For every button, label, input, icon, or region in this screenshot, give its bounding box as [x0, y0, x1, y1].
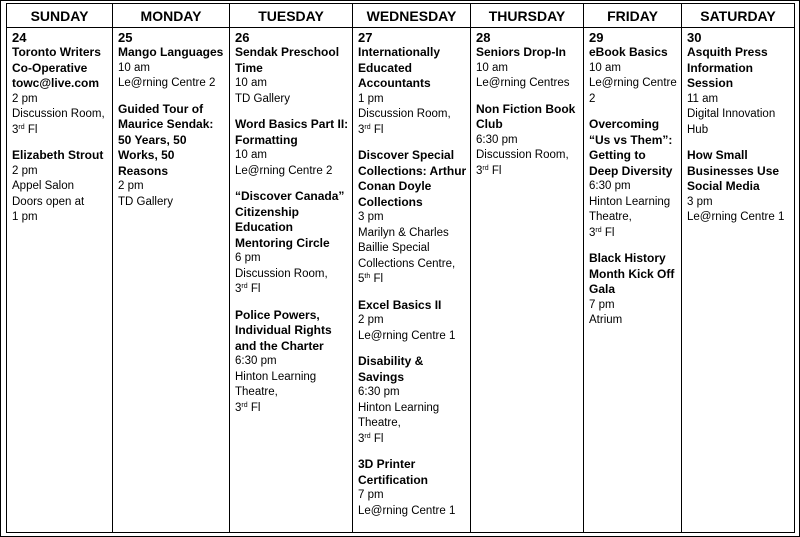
calendar-event[interactable]	[12, 148, 109, 226]
calendar-event[interactable]	[235, 45, 349, 107]
event-detail: Theatre,	[235, 386, 278, 398]
day-cell-friday	[584, 28, 682, 533]
calendar-event[interactable]	[235, 189, 349, 298]
calendar-event[interactable]	[12, 45, 109, 138]
calendar-event[interactable]	[358, 148, 467, 288]
date-number: 27	[358, 30, 373, 45]
event-detail: Hinton Learning	[589, 195, 671, 208]
date-number: 28	[476, 30, 491, 45]
event-detail: Le@rning Centre 1	[358, 329, 456, 342]
event-detail: 3 pm	[358, 211, 384, 223]
event-detail: 3rd Fl	[235, 283, 261, 295]
event-detail: 6:30 pm	[235, 355, 277, 367]
event-title: Toronto Writers Co-Operative	[12, 45, 101, 75]
event-detail: Le@rning Centre 2	[118, 77, 216, 89]
event-title: eBook Basics	[589, 45, 668, 59]
event-detail: Doors open at	[12, 195, 85, 208]
weekday-header-row	[7, 4, 795, 28]
calendar-event[interactable]	[358, 298, 467, 345]
event-detail: 10 am	[235, 77, 267, 89]
date-number: 30	[687, 30, 702, 45]
event-detail: 3rd Fl	[358, 123, 384, 136]
event-detail: 2	[589, 92, 596, 105]
calendar-event[interactable]	[358, 354, 467, 447]
event-detail: Collections Centre,	[358, 257, 456, 270]
event-title: “Discover Canada” Citizenship Education Mentoring Circle	[235, 189, 345, 250]
calendar-event[interactable]	[235, 117, 349, 179]
event-title: towc@live.com	[12, 76, 100, 90]
event-title: Non Fiction Book Club	[476, 101, 576, 131]
event-detail: 10 am	[589, 61, 621, 74]
calendar-event[interactable]	[358, 45, 467, 138]
event-title: Elizabeth Strout	[12, 148, 104, 162]
event-detail: 3rd Fl	[358, 432, 384, 445]
event-detail: Marilyn & Charles	[358, 226, 449, 239]
event-title: Sendak Preschool Time	[235, 45, 340, 75]
calendar-event[interactable]	[589, 251, 678, 329]
event-title: Disability & Savings	[358, 354, 424, 384]
event-detail: TD Gallery	[235, 92, 290, 105]
event-title: Mango Languages	[118, 45, 224, 59]
event-detail: Le@rning Centre 1	[358, 504, 456, 517]
event-detail: Atrium	[589, 314, 623, 326]
event-detail: Discussion Room,	[235, 267, 328, 280]
event-detail: 7 pm	[589, 298, 615, 311]
event-title: Discover Special Collections: Arthur Conan Doyle Collections	[358, 148, 467, 209]
event-detail: Le@rning Centre 1	[687, 211, 785, 223]
event-detail: Theatre,	[589, 211, 632, 223]
week-row	[7, 28, 795, 533]
event-detail: Le@rning Centre	[589, 77, 677, 89]
date-number: 25	[118, 30, 133, 45]
event-detail: 6 pm	[235, 252, 261, 264]
event-detail: 2 pm	[12, 92, 38, 105]
event-detail: 3rd Fl	[589, 226, 615, 239]
day-cell-saturday	[682, 28, 795, 533]
event-title: Seniors Drop-In	[476, 45, 567, 59]
event-title: Police Powers, Individual Rights and the Charter	[235, 307, 332, 353]
calendar-event[interactable]	[358, 457, 467, 519]
day-cell-wednesday	[353, 28, 471, 533]
event-detail: 3rd Fl	[476, 164, 502, 177]
event-title: Asquith Press Information Session	[687, 45, 768, 90]
calendar-week-table	[6, 3, 795, 533]
event-detail: Hinton Learning	[235, 370, 317, 383]
calendar-event[interactable]	[687, 45, 791, 138]
calendar-event[interactable]	[589, 45, 678, 107]
day-cell-thursday	[471, 28, 584, 533]
event-detail: 5th Fl	[358, 273, 384, 285]
header-tuesday: TUESDAY	[230, 4, 353, 28]
event-detail: 10 am	[235, 149, 267, 161]
day-cell-monday	[113, 28, 230, 533]
event-detail: 10 am	[118, 61, 150, 74]
calendar-event[interactable]	[476, 45, 580, 92]
event-title: Guided Tour of Maurice Sendak: 50 Years, 50 Works, 50 Reasons	[118, 101, 214, 178]
calendar-event[interactable]	[589, 117, 678, 241]
event-detail: Hinton Learning	[358, 401, 440, 414]
event-detail: TD Gallery	[118, 195, 173, 208]
event-detail: 2 pm	[12, 164, 38, 177]
event-title: Internationally Educated Accountants	[358, 45, 441, 90]
day-cell-sunday	[7, 28, 113, 533]
header-monday: MONDAY	[113, 4, 230, 28]
calendar-event[interactable]	[118, 45, 226, 92]
event-detail: Discussion Room,	[12, 108, 105, 120]
event-detail: 6:30 pm	[589, 180, 631, 192]
calendar-event[interactable]	[687, 148, 791, 226]
header-saturday: SATURDAY	[682, 4, 795, 28]
event-detail: 1 pm	[12, 211, 38, 223]
event-detail: Theatre,	[358, 417, 401, 429]
event-title: Overcoming “Us vs Them”: Getting to Deep Diversity	[589, 117, 673, 178]
event-detail: Le@rning Centre 2	[235, 164, 333, 177]
header-sunday: SUNDAY	[7, 4, 113, 28]
event-title: 3D Printer Certification	[358, 457, 429, 487]
event-detail: Baillie Special	[358, 242, 430, 254]
event-detail: Appel Salon	[12, 180, 75, 192]
date-number: 29	[589, 30, 604, 45]
event-detail: 6:30 pm	[358, 386, 400, 398]
event-detail: 6:30 pm	[476, 133, 518, 146]
event-detail: 11 am	[687, 92, 719, 105]
calendar-event[interactable]	[118, 102, 226, 211]
event-detail: Discussion Room,	[358, 108, 451, 120]
event-detail: 3rd Fl	[235, 401, 261, 414]
day-cell-tuesday	[230, 28, 353, 533]
event-detail: 3rd Fl	[12, 123, 38, 136]
event-title: Word Basics Part II: Formatting	[235, 117, 349, 147]
date-number: 24	[12, 30, 27, 45]
event-detail: Le@rning Centres	[476, 77, 570, 89]
event-title: How Small Businesses Use Social Media	[687, 148, 780, 193]
event-detail: 2 pm	[358, 314, 384, 326]
calendar-event[interactable]	[476, 102, 580, 180]
date-number: 26	[235, 30, 250, 45]
header-wednesday: WEDNESDAY	[353, 4, 471, 28]
event-detail: 7 pm	[358, 489, 384, 501]
event-detail: 1 pm	[358, 92, 384, 105]
event-title: Black History Month Kick Off Gala	[589, 251, 675, 296]
calendar-event[interactable]	[235, 308, 349, 417]
event-detail: 3 pm	[687, 195, 713, 208]
event-detail: Discussion Room,	[476, 149, 569, 161]
event-detail: Hub	[687, 123, 709, 136]
event-detail: 2 pm	[118, 180, 144, 192]
event-detail: Digital Innovation	[687, 108, 776, 120]
event-detail: 10 am	[476, 61, 508, 74]
event-title: Excel Basics II	[358, 297, 442, 312]
header-thursday: THURSDAY	[471, 4, 584, 28]
header-friday: FRIDAY	[584, 4, 682, 28]
